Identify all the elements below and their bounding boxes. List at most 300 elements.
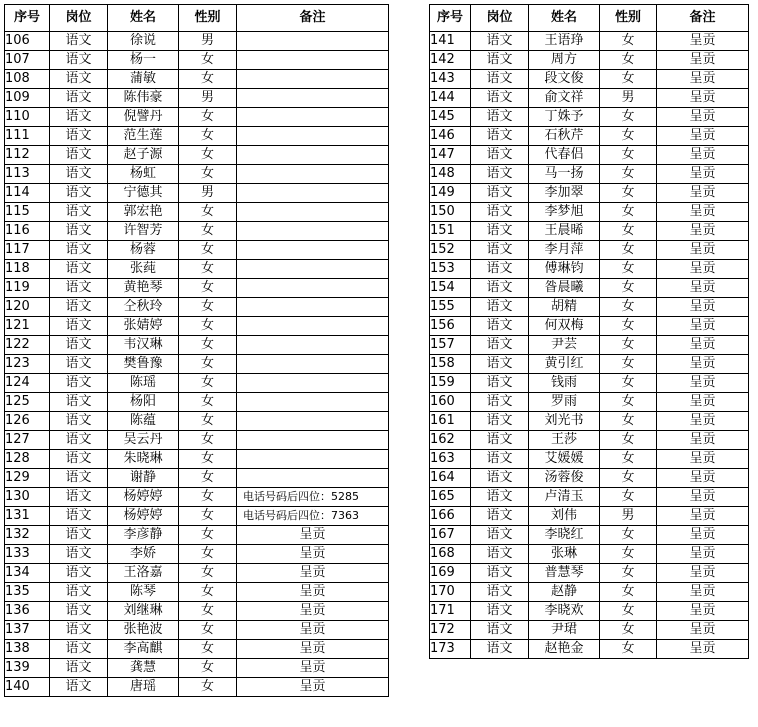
seq-cell: 115 [5,203,50,222]
table-row [5,203,389,222]
post-cell: 语文 [471,317,529,336]
gender-cell: 女 [179,431,237,450]
table-row [430,222,749,241]
remark-cell [237,127,389,146]
table-row [430,279,749,298]
seq-cell: 139 [5,659,50,678]
table-row [5,260,389,279]
gender-cell: 女 [600,260,657,279]
remark-cell [237,412,389,431]
name-cell: 赵艳金 [529,640,600,659]
table-row [430,108,749,127]
seq-cell: 145 [430,108,471,127]
post-cell: 语文 [471,89,529,108]
post-cell: 语文 [50,241,108,260]
seq-cell: 166 [430,507,471,526]
seq-cell: 162 [430,431,471,450]
name-cell: 王莎 [529,431,600,450]
seq-cell: 143 [430,70,471,89]
seq-cell: 171 [430,602,471,621]
name-cell: 杨一 [108,51,179,70]
table-row [5,374,389,393]
remark-cell [237,393,389,412]
name-cell: 仝秋玲 [108,298,179,317]
name-cell: 何双梅 [529,317,600,336]
remark-cell [237,108,389,127]
gender-cell: 男 [600,89,657,108]
remark-cell: 呈贡 [657,260,749,279]
name-cell: 李月萍 [529,241,600,260]
table-row [430,450,749,469]
name-cell: 朱晓琳 [108,450,179,469]
name-cell: 石秋芹 [529,127,600,146]
remark-cell [237,222,389,241]
seq-cell: 124 [5,374,50,393]
seq-cell: 163 [430,450,471,469]
remark-cell: 呈贡 [657,564,749,583]
post-cell: 语文 [50,279,108,298]
table-row [430,184,749,203]
seq-cell: 168 [430,545,471,564]
remark-cell [237,374,389,393]
remark-cell: 呈贡 [657,507,749,526]
seq-cell: 169 [430,564,471,583]
name-cell: 陈琴 [108,583,179,602]
table-row [430,488,749,507]
post-cell: 语文 [50,545,108,564]
gender-cell: 男 [179,89,237,108]
post-cell: 语文 [50,317,108,336]
gender-cell: 女 [600,108,657,127]
table-row [430,241,749,260]
name-cell: 黄引红 [529,355,600,374]
name-cell: 张艳波 [108,621,179,640]
remark-cell: 电话号码后四位：7363 [237,507,389,526]
name-cell: 李加翠 [529,184,600,203]
seq-cell: 123 [5,355,50,374]
table-row [430,51,749,70]
post-cell: 语文 [471,640,529,659]
name-cell: 范生莲 [108,127,179,146]
gender-cell: 女 [179,165,237,184]
post-cell: 语文 [471,222,529,241]
seq-cell: 133 [5,545,50,564]
name-cell: 傅琳钧 [529,260,600,279]
gender-cell: 女 [600,165,657,184]
remark-cell: 呈贡 [657,127,749,146]
remark-cell: 呈贡 [657,222,749,241]
header-row [5,5,389,32]
post-cell: 语文 [50,184,108,203]
remark-cell: 呈贡 [657,374,749,393]
seq-cell: 154 [430,279,471,298]
post-cell: 语文 [50,469,108,488]
remark-cell: 呈贡 [657,108,749,127]
remark-cell [237,279,389,298]
post-cell: 语文 [471,298,529,317]
name-cell: 吴云丹 [108,431,179,450]
name-cell: 赵静 [529,583,600,602]
table-row [430,298,749,317]
table-row [5,279,389,298]
remark-cell: 呈贡 [237,602,389,621]
gender-cell: 女 [179,621,237,640]
name-cell: 王语琤 [529,32,600,51]
remark-cell: 呈贡 [657,450,749,469]
header-row [430,5,749,32]
table-row [430,640,749,659]
seq-cell: 134 [5,564,50,583]
post-cell: 语文 [471,431,529,450]
table-row [5,659,389,678]
remark-cell [237,469,389,488]
table-row [430,545,749,564]
gender-cell: 女 [600,469,657,488]
table-row [430,165,749,184]
seq-cell: 117 [5,241,50,260]
seq-cell: 156 [430,317,471,336]
name-cell: 倪譬丹 [108,108,179,127]
name-cell: 艾媛媛 [529,450,600,469]
header-seq: 序号 [5,5,50,32]
name-cell: 李晓欢 [529,602,600,621]
gender-cell: 女 [179,450,237,469]
header-post: 岗位 [50,5,108,32]
gender-cell: 女 [600,583,657,602]
remark-cell: 呈贡 [237,678,389,697]
table-row [430,412,749,431]
table-row [5,89,389,108]
gender-cell: 女 [600,279,657,298]
gender-cell: 女 [179,70,237,89]
table-row [5,298,389,317]
seq-cell: 155 [430,298,471,317]
post-cell: 语文 [50,678,108,697]
name-cell: 赵子源 [108,146,179,165]
name-cell: 陈瑶 [108,374,179,393]
name-cell: 李晓红 [529,526,600,545]
post-cell: 语文 [471,374,529,393]
seq-cell: 118 [5,260,50,279]
remark-cell: 呈贡 [657,89,749,108]
seq-cell: 151 [430,222,471,241]
name-cell: 李娇 [108,545,179,564]
post-cell: 语文 [50,108,108,127]
seq-cell: 131 [5,507,50,526]
name-cell: 郭宏艳 [108,203,179,222]
post-cell: 语文 [471,545,529,564]
name-cell: 普慧琴 [529,564,600,583]
post-cell: 语文 [50,621,108,640]
name-cell: 刘光书 [529,412,600,431]
remark-cell: 呈贡 [657,621,749,640]
gender-cell: 女 [179,526,237,545]
name-cell: 刘伟 [529,507,600,526]
post-cell: 语文 [471,355,529,374]
post-cell: 语文 [471,70,529,89]
gender-cell: 女 [179,488,237,507]
name-cell: 段文俊 [529,70,600,89]
table-row [5,488,389,507]
gender-cell: 女 [179,412,237,431]
table-row [430,621,749,640]
table-row [5,526,389,545]
header-name: 姓名 [529,5,600,32]
name-cell: 俞文祥 [529,89,600,108]
post-cell: 语文 [50,32,108,51]
post-cell: 语文 [471,279,529,298]
remark-cell: 呈贡 [657,32,749,51]
remark-cell [237,89,389,108]
seq-cell: 130 [5,488,50,507]
remark-cell: 呈贡 [657,241,749,260]
name-cell: 杨虹 [108,165,179,184]
remark-cell [237,51,389,70]
gender-cell: 女 [600,203,657,222]
gender-cell: 女 [600,127,657,146]
table-row [5,469,389,488]
table-row [5,336,389,355]
post-cell: 语文 [50,374,108,393]
remark-cell: 呈贡 [237,640,389,659]
gender-cell: 女 [600,640,657,659]
gender-cell: 女 [600,32,657,51]
gender-cell: 女 [179,583,237,602]
table-row [430,336,749,355]
remark-cell [237,317,389,336]
post-cell: 语文 [50,298,108,317]
remark-cell: 呈贡 [657,469,749,488]
remark-cell: 呈贡 [657,412,749,431]
gender-cell: 女 [600,564,657,583]
post-cell: 语文 [50,602,108,621]
name-cell: 杨婷婷 [108,488,179,507]
table-row [5,640,389,659]
seq-cell: 136 [5,602,50,621]
name-cell: 张莼 [108,260,179,279]
seq-cell: 167 [430,526,471,545]
gender-cell: 女 [600,184,657,203]
seq-cell: 173 [430,640,471,659]
gender-cell: 男 [600,507,657,526]
table-row [5,184,389,203]
name-cell: 陈蕴 [108,412,179,431]
remark-cell [237,336,389,355]
table-row [5,127,389,146]
name-cell: 许智芳 [108,222,179,241]
seq-cell: 120 [5,298,50,317]
gender-cell: 女 [600,621,657,640]
table-row [5,51,389,70]
gender-cell: 女 [179,317,237,336]
post-cell: 语文 [471,583,529,602]
post-cell: 语文 [50,488,108,507]
table-row [430,127,749,146]
seq-cell: 127 [5,431,50,450]
remark-cell [237,70,389,89]
post-cell: 语文 [471,602,529,621]
table-row [5,108,389,127]
seq-cell: 153 [430,260,471,279]
gender-cell: 女 [179,241,237,260]
remark-cell: 呈贡 [237,621,389,640]
seq-cell: 116 [5,222,50,241]
name-cell: 罗雨 [529,393,600,412]
name-cell: 刘继琳 [108,602,179,621]
table-row [5,317,389,336]
post-cell: 语文 [50,640,108,659]
name-cell: 黄艳琴 [108,279,179,298]
remark-cell: 呈贡 [657,488,749,507]
seq-cell: 122 [5,336,50,355]
table-row [5,602,389,621]
post-cell: 语文 [471,336,529,355]
name-cell: 蒲敏 [108,70,179,89]
gender-cell: 女 [179,545,237,564]
gender-cell: 女 [179,659,237,678]
table-row [430,583,749,602]
gender-cell: 女 [600,241,657,260]
name-cell: 马一扬 [529,165,600,184]
seq-cell: 160 [430,393,471,412]
remark-cell: 呈贡 [657,602,749,621]
table-row [430,70,749,89]
name-cell: 陈伟豪 [108,89,179,108]
gender-cell: 女 [600,51,657,70]
table-row [5,583,389,602]
name-cell: 李高麒 [108,640,179,659]
table-row [5,431,389,450]
remark-cell: 电话号码后四位：5285 [237,488,389,507]
gender-cell: 男 [179,184,237,203]
gender-cell: 女 [600,450,657,469]
post-cell: 语文 [50,222,108,241]
gender-cell: 女 [179,203,237,222]
remark-cell [237,32,389,51]
remark-cell: 呈贡 [657,146,749,165]
name-cell: 李彦静 [108,526,179,545]
gender-cell: 女 [179,602,237,621]
remark-cell: 呈贡 [657,393,749,412]
remark-cell: 呈贡 [237,545,389,564]
gender-cell: 女 [179,336,237,355]
post-cell: 语文 [50,260,108,279]
header-post: 岗位 [471,5,529,32]
remark-cell: 呈贡 [237,564,389,583]
table-row [5,222,389,241]
table-row [5,412,389,431]
gender-cell: 女 [600,298,657,317]
gender-cell: 女 [179,279,237,298]
remark-cell [237,298,389,317]
seq-cell: 161 [430,412,471,431]
gender-cell: 女 [179,469,237,488]
table-row [5,621,389,640]
seq-cell: 147 [430,146,471,165]
gender-cell: 女 [179,298,237,317]
name-cell: 尹芸 [529,336,600,355]
table-row [5,241,389,260]
seq-cell: 152 [430,241,471,260]
gender-cell: 女 [179,108,237,127]
seq-cell: 132 [5,526,50,545]
remark-cell: 呈贡 [657,203,749,222]
name-cell: 谢静 [108,469,179,488]
seq-cell: 110 [5,108,50,127]
name-cell: 代春侣 [529,146,600,165]
remark-cell [237,146,389,165]
name-cell: 徐说 [108,32,179,51]
post-cell: 语文 [50,336,108,355]
seq-cell: 142 [430,51,471,70]
post-cell: 语文 [471,450,529,469]
table-row [430,89,749,108]
name-cell: 张琳 [529,545,600,564]
name-cell: 胡精 [529,298,600,317]
seq-cell: 108 [5,70,50,89]
remark-cell: 呈贡 [657,51,749,70]
remark-cell: 呈贡 [237,659,389,678]
table-row [430,564,749,583]
roster-table-left [4,4,389,697]
seq-cell: 138 [5,640,50,659]
table-row [430,469,749,488]
name-cell: 樊鲁豫 [108,355,179,374]
remark-cell [237,450,389,469]
post-cell: 语文 [50,127,108,146]
post-cell: 语文 [50,165,108,184]
gender-cell: 女 [600,545,657,564]
seq-cell: 106 [5,32,50,51]
header-gender: 性别 [179,5,237,32]
table-row [430,355,749,374]
seq-cell: 148 [430,165,471,184]
table-row [430,393,749,412]
seq-cell: 149 [430,184,471,203]
seq-cell: 125 [5,393,50,412]
post-cell: 语文 [471,108,529,127]
table-row [430,32,749,51]
table-row [5,70,389,89]
header-remark: 备注 [657,5,749,32]
remark-cell: 呈贡 [657,526,749,545]
gender-cell: 女 [179,640,237,659]
seq-cell: 112 [5,146,50,165]
seq-cell: 172 [430,621,471,640]
seq-cell: 159 [430,374,471,393]
name-cell: 杨阳 [108,393,179,412]
remark-cell: 呈贡 [657,545,749,564]
post-cell: 语文 [471,469,529,488]
remark-cell [237,355,389,374]
post-cell: 语文 [50,564,108,583]
post-cell: 语文 [471,564,529,583]
roster-body-left [5,32,389,697]
post-cell: 语文 [471,203,529,222]
seq-cell: 113 [5,165,50,184]
table-row [5,545,389,564]
seq-cell: 129 [5,469,50,488]
seq-cell: 109 [5,89,50,108]
remark-cell [237,165,389,184]
post-cell: 语文 [50,526,108,545]
name-cell: 王晨晞 [529,222,600,241]
table-row [430,146,749,165]
gender-cell: 女 [600,70,657,89]
remark-cell: 呈贡 [657,431,749,450]
post-cell: 语文 [50,393,108,412]
name-cell: 丁姝予 [529,108,600,127]
